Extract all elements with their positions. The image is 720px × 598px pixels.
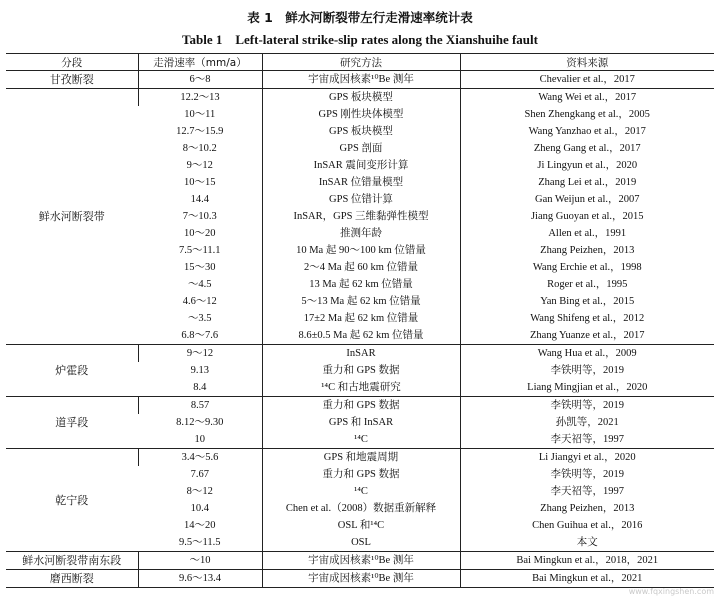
source-cell: 李铁明等，2019 [460,397,714,415]
source-cell: 李铁明等，2019 [460,362,714,379]
watermark: www.fqxingshen.com [628,587,714,596]
source-cell: Wang Yanzhao et al.，2017 [460,123,714,140]
rate-cell: 7～10.3 [182,211,217,222]
rate-cell: 6～8 [138,71,262,89]
table-row [6,345,714,363]
source-cell: Roger et al.，1995 [460,276,714,293]
rate-cell: 8.4 [193,382,207,393]
source-cell: Shen Zhengkang et al.，2005 [460,106,714,123]
table-title-cn: 表 1 鲜水河断裂带左行走滑速率统计表 [247,10,473,25]
segment-cell: 鲜水河断裂带 [6,89,138,345]
rate-cell: 7.67 [190,469,209,480]
method-cell: 重力和 GPS 数据 [262,397,460,415]
source-cell: 本文 [460,534,714,552]
rate-cell: 8～12 [186,486,213,497]
rate-cell: 10～20 [184,228,216,239]
method-cell: 推测年龄 [262,225,460,242]
slip-rate-table [6,53,714,588]
method-cell: 2～4 Ma 起 60 km 位错量 [262,259,460,276]
method-cell: OSL 和¹⁴C [262,517,460,534]
method-cell: GPS 和地震周期 [262,449,460,467]
header-segment: 分段 [6,54,138,71]
method-cell: 宇宙成因核素¹⁰Be 测年 [262,71,460,89]
segment-cell: 乾宁段 [6,449,138,552]
method-cell: 5～13 Ma 起 62 km 位错量 [262,293,460,310]
source-cell: Yan Bing et al.，2015 [460,293,714,310]
table-row [6,449,714,467]
method-cell: GPS 刚性块体模型 [262,106,460,123]
rate-cell: 9～12 [186,160,213,171]
rate-cell: 4.6～12 [182,296,217,307]
source-cell: Chen Guihua et al.，2016 [460,517,714,534]
segment-cell: 道孚段 [6,397,138,449]
method-cell: GPS 和 InSAR [262,414,460,431]
rate-cell: 3.4～5.6 [138,449,262,467]
rate-cell: ～4.5 [187,279,212,290]
source-cell: 孙凯等，2021 [460,414,714,431]
source-cell: Li Jiangyi et al.，2020 [460,449,714,467]
source-cell: Zhang Lei et al.，2019 [460,174,714,191]
rate-cell: 8.57 [138,397,262,415]
rate-cell: 9～12 [138,345,262,363]
table-body [6,71,714,588]
rate-cell: 9.5～11.5 [178,537,221,548]
method-cell: 宇宙成因核素¹⁰Be 测年 [262,570,460,588]
source-cell: 李天祒等，1997 [460,431,714,449]
method-cell: InSAR 震间变形计算 [262,157,460,174]
source-cell: Wang Hua et al.，2009 [460,345,714,363]
rate-cell: 12.2～13 [138,89,262,107]
segment-cell: 鲜水河断裂带南东段 [6,552,138,570]
header-rate: 走滑速率（mm/a） [138,54,262,71]
segment-cell: 甘孜断裂 [6,71,138,89]
source-cell: Gan Weijun et al.，2007 [460,191,714,208]
method-cell: GPS 板块模型 [262,123,460,140]
method-cell: 13 Ma 起 62 km 位错量 [262,276,460,293]
source-cell: Zheng Gang et al.，2017 [460,140,714,157]
rate-cell: 15～30 [184,262,216,273]
source-cell: 李铁明等，2019 [460,466,714,483]
segment-cell: 磨西断裂 [6,570,138,588]
source-cell: Chevalier et al.，2017 [460,71,714,89]
method-cell: ¹⁴C [262,431,460,449]
rate-cell: 10～15 [184,177,216,188]
source-cell: Zhang Peizhen，2013 [460,500,714,517]
source-cell: Zhang Peizhen，2013 [460,242,714,259]
method-cell: 17±2 Ma 起 62 km 位错量 [262,310,460,327]
table-title-en: Table 1 Left-lateral strike-slip rates along the Xianshuihe fault [182,32,538,47]
header-row [6,54,714,71]
rate-cell: 9.13 [190,365,209,376]
source-cell: Bai Mingkun et al.，2021 [460,570,714,588]
rate-cell: 14～20 [184,520,216,531]
source-cell: Allen et al.，1991 [460,225,714,242]
rate-cell: 9.6～13.4 [138,570,262,588]
rate-cell: 7.5～11.1 [178,245,221,256]
rate-cell: 8.12～9.30 [176,417,224,428]
rate-cell: 8～10.2 [182,143,217,154]
rate-cell: 10.4 [190,503,209,514]
method-cell: InSAR [262,345,460,363]
rate-cell: 6.8～7.6 [181,330,219,341]
source-cell: Wang Shifeng et al.，2012 [460,310,714,327]
rate-cell: 10 [194,434,205,445]
source-cell: Liang Mingjian et al.，2020 [460,379,714,397]
method-cell: 8.6±0.5 Ma 起 62 km 位错量 [262,327,460,345]
method-cell: 重力和 GPS 数据 [262,362,460,379]
method-cell: GPS 位错计算 [262,191,460,208]
table-row [6,89,714,107]
rate-cell: 12.7～15.9 [176,126,224,137]
method-cell: InSAR，GPS 三维黏弹性模型 [262,208,460,225]
method-cell: InSAR 位错量模型 [262,174,460,191]
source-cell: Bai Mingkun et al.，2018，2021 [460,552,714,570]
header-source: 资料来源 [460,54,714,71]
rate-cell: ～3.5 [187,313,212,324]
rate-cell: ～10 [138,552,262,570]
method-cell: GPS 板块模型 [262,89,460,107]
rate-cell: 14.4 [190,194,209,205]
method-cell: ¹⁴C [262,483,460,500]
source-cell: Jiang Guoyan et al.，2015 [460,208,714,225]
table-row [6,552,714,570]
method-cell: ¹⁴C 和古地震研究 [262,379,460,397]
method-cell: 重力和 GPS 数据 [262,466,460,483]
table-row [6,397,714,415]
source-cell: Zhang Yuanze et al.，2017 [460,327,714,345]
rate-cell: 10～11 [184,109,216,120]
header-method: 研究方法 [262,54,460,71]
table-row [6,570,714,588]
source-cell: 李天祒等，1997 [460,483,714,500]
method-cell: GPS 剖面 [262,140,460,157]
method-cell: Chen et al.（2008）数据重新解释 [262,500,460,517]
method-cell: OSL [262,534,460,552]
source-cell: Ji Lingyun et al.，2020 [460,157,714,174]
segment-cell: 炉霍段 [6,345,138,397]
source-cell: Wang Wei et al.，2017 [460,89,714,107]
table-row [6,71,714,89]
source-cell: Wang Erchie et al.，1998 [460,259,714,276]
method-cell: 宇宙成因核素¹⁰Be 测年 [262,552,460,570]
method-cell: 10 Ma 起 90～100 km 位错量 [262,242,460,259]
